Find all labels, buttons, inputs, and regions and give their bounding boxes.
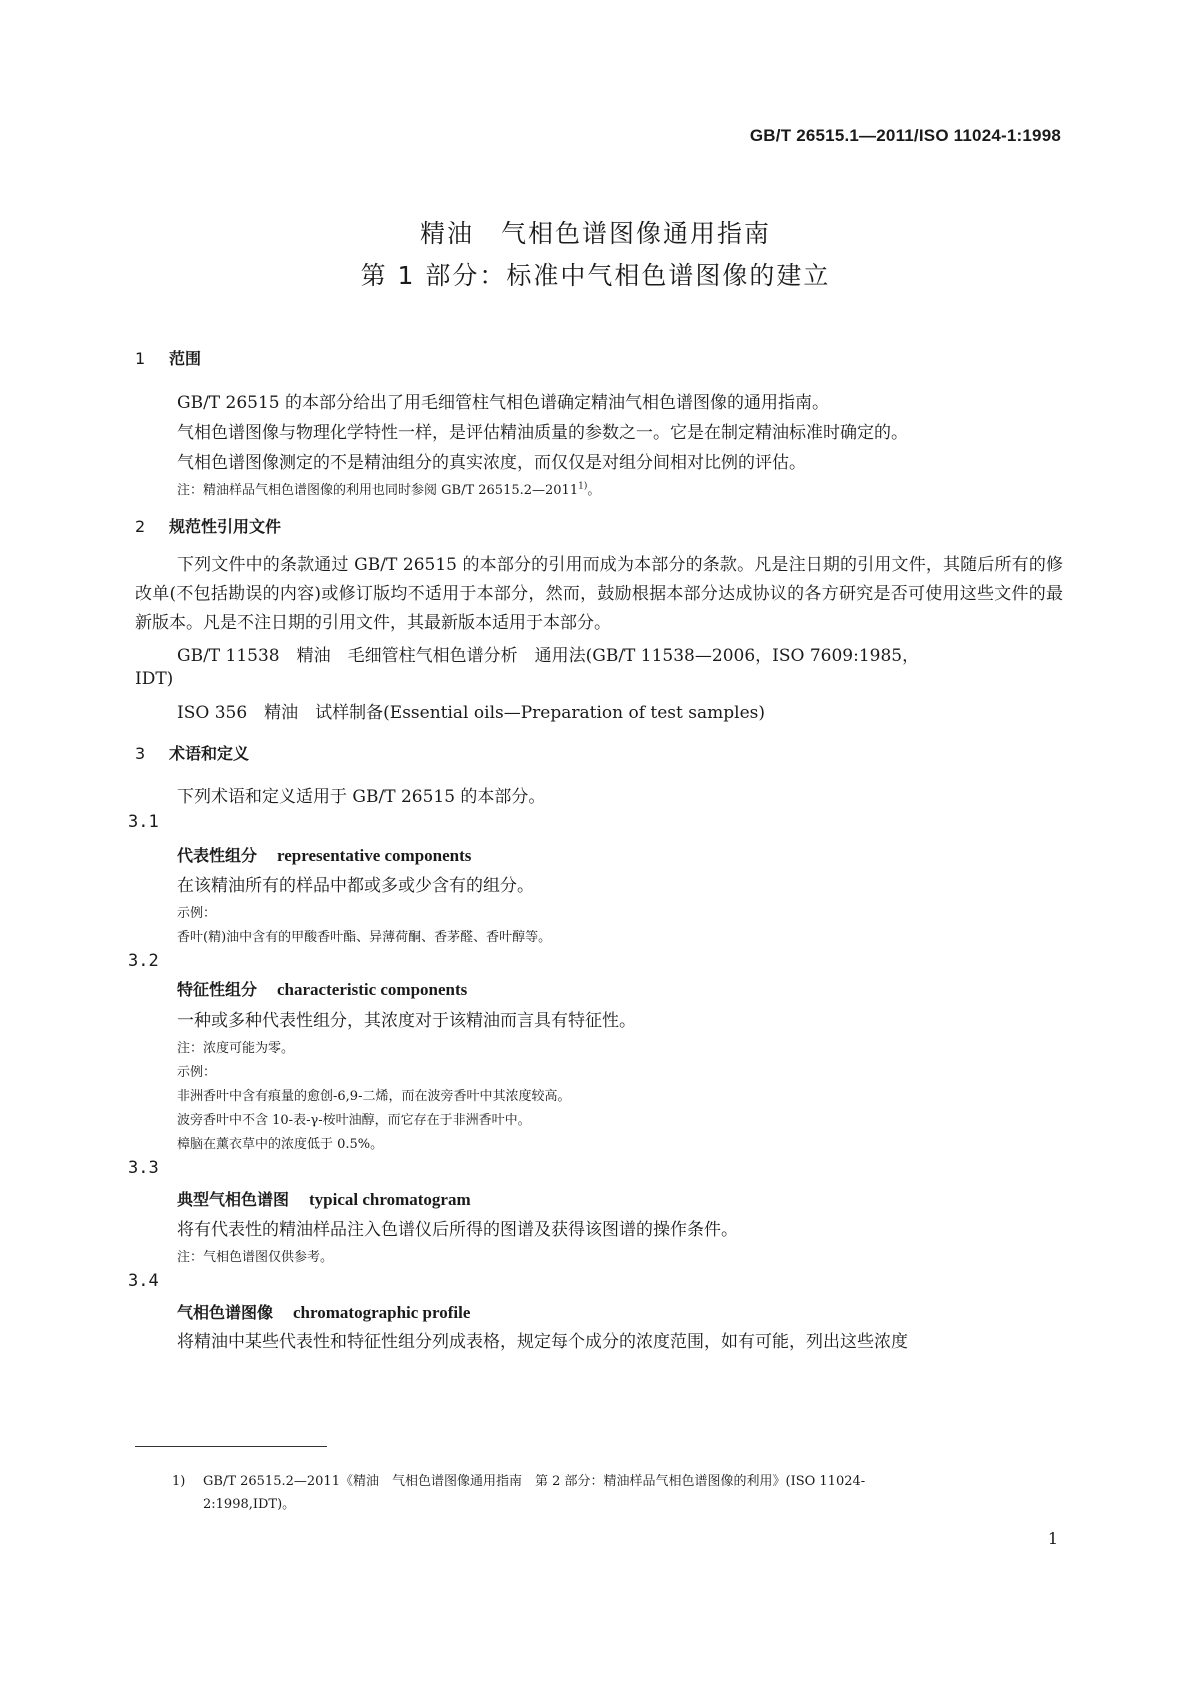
term-heading — [177, 977, 467, 1000]
term-definition: 将有代表性的精油样品注入色谱仪后所得的图谱及获得该图谱的操作条件。 — [177, 1220, 738, 1240]
term-english: representative components — [277, 846, 472, 865]
footnote-reference[interactable]: 1) — [578, 481, 588, 492]
normative-references-paragraph: 下列文件中的条款通过 GB/T 26515 的本部分的引用而成为本部分的条款。凡是注日期的引用文件，其随后所有的修改单(不包括勘误的内容)或修订版均不适用于本部分，然而，鼓励根据本部分达成协议的各方研究是否可使用这些文件的最新版本。凡是不注日期的引用文件，其最新版本适用于本部分。 — [135, 555, 1063, 633]
example-text: 香叶(精)油中含有的甲酸香叶酯、异薄荷酮、香茅醛、香叶醇等。 — [177, 930, 552, 945]
note: 注：气相色谱图仅供参考。 — [177, 1250, 334, 1265]
paragraph: 下列术语和定义适用于 GB/T 26515 的本部分。 — [177, 787, 546, 807]
term-number: 3.2 — [128, 951, 159, 971]
term-english: chromatographic profile — [293, 1303, 471, 1322]
term-chinese: 气相色谱图像 — [177, 1303, 274, 1322]
example-text: 非洲香叶中含有痕量的愈创-6,9-二烯，而在波旁香叶中其浓度较高。 — [177, 1089, 571, 1104]
term-definition: 一种或多种代表性组分，其浓度对于该精油而言具有特征性。 — [177, 1011, 636, 1031]
section-3-heading — [135, 741, 249, 764]
paragraph: 气相色谱图像与物理化学特性一样，是评估精油质量的参数之一。它是在制定精油标准时确定的。 — [177, 423, 908, 443]
footnote — [172, 1470, 865, 1489]
term-english: typical chromatogram — [309, 1190, 471, 1209]
note-end: 。 — [587, 483, 601, 498]
example-label: 示例： — [177, 906, 217, 921]
example-text: 樟脑在薰衣草中的浓度低于 0.5%。 — [177, 1137, 384, 1152]
term-chinese: 代表性组分 — [177, 846, 258, 865]
paragraph: 气相色谱图像测定的不是精油组分的真实浓度，而仅仅是对组分间相对比例的评估。 — [177, 453, 806, 473]
footnote-continued: 2:1998,IDT)。 — [203, 1497, 296, 1512]
term-number: 3.3 — [128, 1158, 159, 1178]
example-text: 波旁香叶中不含 10-表-γ-桉叶油醇，而它存在于非洲香叶中。 — [177, 1113, 531, 1128]
footnote-separator — [135, 1446, 327, 1447]
term-definition: 在该精油所有的样品中都或多或少含有的组分。 — [177, 876, 534, 896]
term-chinese: 典型气相色谱图 — [177, 1190, 290, 1209]
section-title: 规范性引用文件 — [169, 517, 282, 536]
term-definition: 将精油中某些代表性和特征性组分列成表格，规定每个成分的浓度范围，如有可能，列出这些浓度 — [177, 1332, 908, 1352]
section-number: 2 — [135, 517, 146, 536]
section-title: 范围 — [169, 349, 202, 368]
term-heading — [177, 843, 471, 866]
paragraph: GB/T 26515 的本部分给出了用毛细管柱气相色谱确定精油气相色谱图像的通用指南。 — [177, 393, 830, 413]
term-english: characteristic components — [277, 980, 468, 999]
footnote-mark: 1) — [172, 1474, 186, 1489]
title-line-2: 第 1 部分：标准中气相色谱图像的建立 — [360, 261, 831, 290]
term-chinese: 特征性组分 — [177, 980, 258, 999]
note: 注：浓度可能为零。 — [177, 1041, 295, 1056]
section-1-heading — [135, 346, 201, 369]
footnote-text: GB/T 26515.2—2011《精油 气相色谱图像通用指南 第 2 部分：精油样品气相色谱图像的利用》(ISO 11024- — [203, 1474, 866, 1489]
term-heading — [177, 1300, 470, 1323]
reference-item: GB/T 11538 精油 毛细管柱气相色谱分析 通用法(GB/T 11538—2006，ISO 7609:1985， — [177, 646, 920, 666]
section-title: 术语和定义 — [169, 744, 250, 763]
section-number: 3 — [135, 744, 146, 763]
term-number: 3.4 — [128, 1271, 159, 1291]
page-number: 1 — [1047, 1529, 1058, 1548]
reference-item: ISO 356 精油 试样制备(Essential oils—Preparation of test samples) — [177, 703, 765, 723]
term-number: 3.1 — [128, 812, 159, 832]
term-heading — [177, 1187, 471, 1210]
note-text: 注：精油样品气相色谱图像的利用也同时参阅 GB/T 26515.2—2011 — [177, 483, 579, 498]
note — [177, 479, 600, 498]
title-line-1: 精油 气相色谱图像通用指南 — [419, 219, 771, 248]
section-2-heading — [135, 514, 281, 537]
reference-item-continued: IDT) — [135, 669, 174, 689]
standard-number-header: GB/T 26515.1—2011/ISO 11024-1:1998 — [749, 126, 1061, 145]
example-label: 示例： — [177, 1065, 217, 1080]
section-number: 1 — [135, 349, 146, 368]
